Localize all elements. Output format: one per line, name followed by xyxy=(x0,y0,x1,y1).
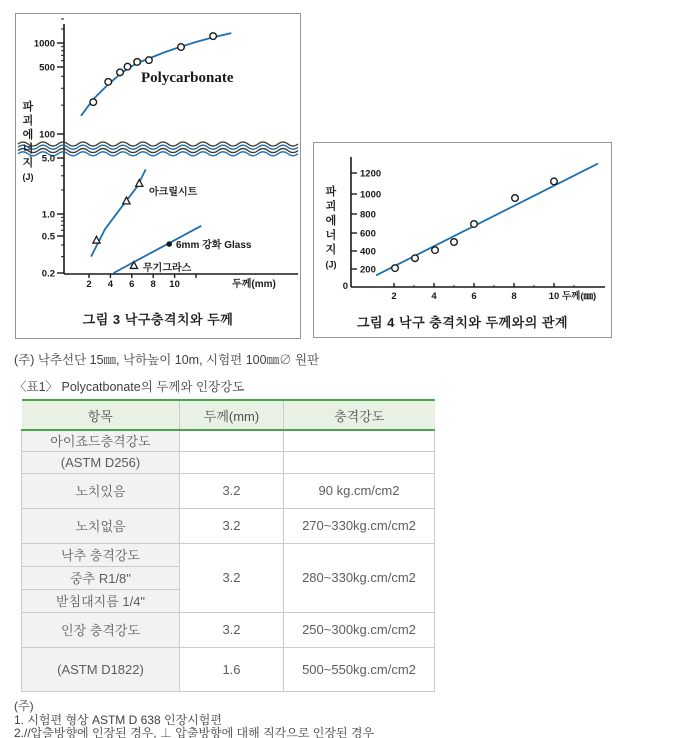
table-cell: (ASTM D256) xyxy=(22,451,180,473)
data-point xyxy=(90,99,97,106)
x-tick-label: 2 xyxy=(391,291,397,302)
table-cell: 아이죠드충격강도 xyxy=(22,430,180,451)
table-row xyxy=(22,612,435,647)
y-tick-label: 100 xyxy=(39,129,55,141)
y-axis-label-char: 에 xyxy=(325,215,337,227)
footnote-ju: (주) xyxy=(14,699,34,713)
data-point xyxy=(146,57,153,64)
table-cell: 270~330kg.cm/cm2 xyxy=(284,508,435,543)
series-label-tempered-glass: 6mm 강화 Glass xyxy=(176,240,252,251)
data-point xyxy=(136,180,143,187)
header-impact-strength: 충격강도 xyxy=(284,400,435,430)
footnotes xyxy=(14,700,374,738)
y-tick-label: 1000 xyxy=(360,189,382,201)
impact-strength-table xyxy=(21,399,435,692)
data-point xyxy=(551,178,558,185)
header-thickness: 두께(mm) xyxy=(180,400,284,430)
table-row xyxy=(22,647,435,691)
footnote-2: 2.//압출방향에 인장된 경우, ⊥ 압출방향에 대해 직각으로 인장된 경우 xyxy=(14,726,375,738)
table-cell: 250~300kg.cm/cm2 xyxy=(284,612,435,647)
data-point xyxy=(512,195,519,202)
table-cell: 90 kg.cm/cm2 xyxy=(284,473,435,508)
data-point xyxy=(392,265,399,272)
y-tick-label: 800 xyxy=(360,209,376,221)
table-cell: (ASTM D1822) xyxy=(22,647,180,691)
table-cell: 3.2 xyxy=(180,612,284,647)
x-tick-label: 8 xyxy=(511,291,517,302)
table-row xyxy=(22,473,435,508)
y-axis-label-char: 괴 xyxy=(22,115,34,127)
x-tick-label: 8 xyxy=(150,279,156,290)
table-cell: 3.2 xyxy=(180,543,284,612)
y-axis-label-char: 에 xyxy=(22,129,34,141)
series-label-polycarbonate: Polycarbonate xyxy=(141,70,234,86)
x-tick-label: 10 xyxy=(548,291,560,302)
table-cell: 낙추 충격강도 xyxy=(22,543,180,566)
y-tick-label: 1.0 xyxy=(41,209,55,221)
x-tick-label: 6 xyxy=(471,291,477,302)
x-tick-label: 4 xyxy=(107,279,114,290)
y-tick-label: 500 xyxy=(39,62,55,74)
data-point xyxy=(166,241,172,247)
data-point xyxy=(471,221,478,228)
figure4-plot xyxy=(314,143,611,337)
y-tick-label: 0.5 xyxy=(41,231,55,243)
table-cell xyxy=(180,451,284,473)
x-axis-label: 두께(㎜) xyxy=(562,291,597,302)
y-axis-label-char: 지 xyxy=(22,157,34,169)
table-header-row xyxy=(22,400,435,430)
data-point xyxy=(451,239,458,246)
table-cell xyxy=(180,430,284,451)
series-label-acrylic: 아크릴시트 xyxy=(149,187,198,198)
table-title: 〈표1〉 Polycatbonate의 두께와 인장강도 xyxy=(14,380,245,394)
series-label-inorganic-glass: 무기그라스 xyxy=(143,263,192,274)
table-cell: 중추 R1/8" xyxy=(22,566,180,589)
figure4-caption: 그림 4 낙구 충격치와 두께와의 관계 xyxy=(356,315,569,330)
y-tick-label: 0.2 xyxy=(41,268,55,280)
data-point xyxy=(432,247,439,254)
table-cell: 3.2 xyxy=(180,508,284,543)
data-point xyxy=(117,69,124,76)
y-tick-label: 200 xyxy=(360,264,376,276)
y-axis-label-char: 파 xyxy=(325,186,337,198)
table-row xyxy=(22,543,435,566)
data-point xyxy=(134,59,141,66)
y-axis-label-char: (J) xyxy=(325,259,337,270)
figure-note: (주) 낙추선단 15㎜, 낙하높이 10m, 시험편 100㎜∅ 원판 xyxy=(14,353,320,367)
figure4-chart-image xyxy=(313,142,612,338)
x-tick-label: 2 xyxy=(86,279,92,290)
trend-line xyxy=(376,164,598,276)
y-tick-label: 1000 xyxy=(33,38,55,50)
table-row xyxy=(22,430,435,451)
figure3-plot xyxy=(16,14,300,338)
x-tick-label: 10 xyxy=(169,279,180,290)
data-point xyxy=(105,79,112,86)
table-cell: 280~330kg.cm/cm2 xyxy=(284,543,435,612)
table-row xyxy=(22,508,435,543)
data-point xyxy=(178,44,185,51)
table-cell xyxy=(284,451,435,473)
data-point xyxy=(93,236,100,243)
table-cell: 노치없음 xyxy=(22,508,180,543)
table-row xyxy=(22,451,435,473)
footnote-1: 1. 시험편 형상 ASTM D 638 인장시험편 xyxy=(14,712,222,727)
y-axis-label-char: (J) xyxy=(22,172,34,182)
y-axis-label-char: 파 xyxy=(22,101,34,113)
header-item: 항목 xyxy=(22,400,180,430)
y-tick-label: 0 xyxy=(342,281,348,292)
data-point xyxy=(412,255,419,262)
figure3-chart-image xyxy=(15,13,301,339)
data-point xyxy=(210,33,217,40)
table-cell: 인장 충격강도 xyxy=(22,612,180,647)
x-axis-label: 두께(mm) xyxy=(232,279,276,290)
figure3-caption: 그림 3 낙구충격치와 두께 xyxy=(82,312,234,327)
table-cell: 3.2 xyxy=(180,473,284,508)
y-tick-label: 400 xyxy=(360,246,376,258)
y-tick-label: 1200 xyxy=(360,168,382,180)
data-point xyxy=(124,63,131,70)
table-cell: 1.6 xyxy=(180,647,284,691)
y-axis-label-char: 너 xyxy=(22,143,34,155)
x-tick-label: 4 xyxy=(431,291,437,302)
table-cell: 받침대지름 1/4" xyxy=(22,589,180,612)
y-tick-label: 600 xyxy=(360,228,376,240)
x-tick-label: 6 xyxy=(129,279,135,290)
y-axis-label-char: 지 xyxy=(325,244,337,256)
table-cell: 500~550kg.cm/cm2 xyxy=(284,647,435,691)
table-cell: 노치있음 xyxy=(22,473,180,508)
y-axis-label-char: 너 xyxy=(325,229,337,242)
y-tick-label: 5.0 xyxy=(41,153,55,165)
table-cell xyxy=(284,430,435,451)
y-axis-label-char: 괴 xyxy=(325,200,337,213)
